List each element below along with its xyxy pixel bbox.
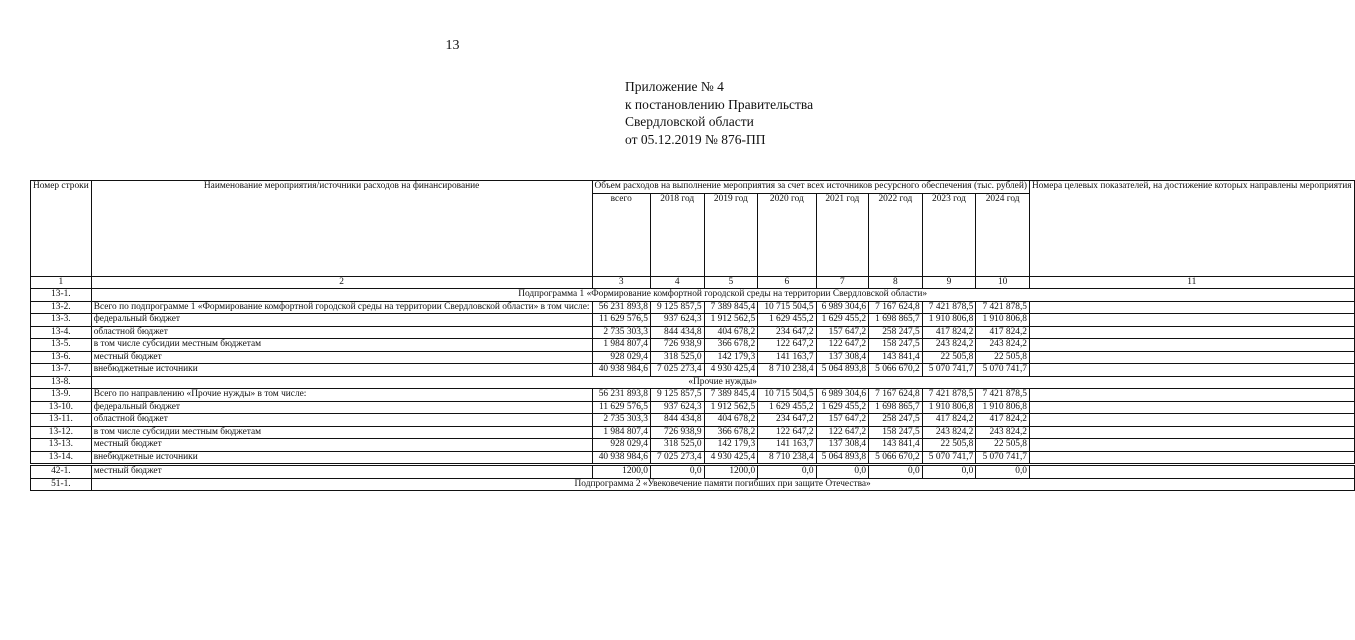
- row-value: 0,0: [976, 465, 1030, 479]
- row-value: 5 064 893,8: [816, 364, 869, 377]
- section-title: «Прочие нужды»: [91, 376, 1354, 389]
- row-value: 7 421 878,5: [922, 301, 976, 314]
- row-value: 6 989 304,6: [816, 301, 869, 314]
- row-number: 13-1.: [31, 289, 92, 302]
- row-value: 1 910 806,8: [976, 401, 1030, 414]
- row-value: 7 167 624,8: [869, 389, 923, 402]
- row-value: 0,0: [650, 465, 704, 479]
- row-number: 13-14.: [31, 451, 92, 465]
- row-targets: [1029, 426, 1354, 439]
- row-number: 42-1.: [31, 465, 92, 479]
- row-value: 243 824,2: [976, 426, 1030, 439]
- row-value: 1 910 806,8: [976, 314, 1030, 327]
- row-value: 404 678,2: [704, 414, 758, 427]
- row-number: 13-6.: [31, 351, 92, 364]
- row-value: 157 647,2: [816, 414, 869, 427]
- row-number: 13-5.: [31, 339, 92, 352]
- table-row: [31, 451, 1355, 465]
- row-targets: [1029, 301, 1354, 314]
- row-value: 243 824,2: [976, 339, 1030, 352]
- row-value: 366 678,2: [704, 426, 758, 439]
- row-value: 937 624,3: [650, 401, 704, 414]
- column-number-row: [31, 276, 1355, 289]
- row-value: 7 421 878,5: [976, 389, 1030, 402]
- row-number: 51-1.: [31, 478, 92, 491]
- row-targets: [1029, 364, 1354, 377]
- row-value: 1200,0: [704, 465, 758, 479]
- row-value: 7 421 878,5: [922, 389, 976, 402]
- row-value: 56 231 893,8: [592, 389, 650, 402]
- row-value: 0,0: [758, 465, 816, 479]
- row-value: 56 231 893,8: [592, 301, 650, 314]
- col-number: 7: [816, 276, 869, 289]
- row-value: 4 930 425,4: [704, 451, 758, 465]
- row-targets: [1029, 414, 1354, 427]
- row-value: 137 308,4: [816, 351, 869, 364]
- col-number: 10: [976, 276, 1030, 289]
- row-value: 7 389 845,4: [704, 301, 758, 314]
- row-value: 5 066 670,2: [869, 364, 923, 377]
- col-number: 4: [650, 276, 704, 289]
- header-volume: Объем расходов на выполнение мероприятия за счет всех источников ресурсного обеспечения (тыс. рублей): [592, 181, 1029, 194]
- row-name: в том числе субсидии местным бюджетам: [91, 339, 592, 352]
- col-number: 9: [922, 276, 976, 289]
- row-value: 243 824,2: [922, 339, 976, 352]
- row-value: 417 824,2: [922, 326, 976, 339]
- table-row: [31, 326, 1355, 339]
- row-value: 6 989 304,6: [816, 389, 869, 402]
- row-value: 22 505,8: [976, 439, 1030, 452]
- row-value: 158 247,5: [869, 339, 923, 352]
- row-value: 258 247,5: [869, 326, 923, 339]
- row-number: 13-12.: [31, 426, 92, 439]
- row-value: 1 629 455,2: [758, 401, 816, 414]
- row-targets: [1029, 439, 1354, 452]
- row-value: 143 841,4: [869, 439, 923, 452]
- row-value: 22 505,8: [922, 351, 976, 364]
- row-value: 137 308,4: [816, 439, 869, 452]
- table-row: [31, 314, 1355, 327]
- row-value: 8 710 238,4: [758, 451, 816, 465]
- row-value: 11 629 576,5: [592, 314, 650, 327]
- row-value: 141 163,7: [758, 351, 816, 364]
- row-value: 1200,0: [592, 465, 650, 479]
- row-value: 40 938 984,6: [592, 364, 650, 377]
- row-name: местный бюджет: [91, 439, 592, 452]
- row-targets: [1029, 326, 1354, 339]
- section-title: Подпрограмма 1 «Формирование комфортной городской среды на территории Свердловской области»: [91, 289, 1354, 302]
- header-row-number: Номер строки: [31, 181, 92, 277]
- row-value: 142 179,3: [704, 351, 758, 364]
- row-value: 1 910 806,8: [922, 314, 976, 327]
- row-name: Всего по подпрограмме 1 «Формирование комфортной городской среды на территории Свердловской области» в том числе:: [91, 301, 592, 314]
- row-number: 13-13.: [31, 439, 92, 452]
- header-year-2024: 2024 год: [976, 193, 1030, 276]
- row-value: 141 163,7: [758, 439, 816, 452]
- row-value: 417 824,2: [922, 414, 976, 427]
- row-value: 5 070 741,7: [976, 451, 1030, 465]
- row-name: областной бюджет: [91, 414, 592, 427]
- row-value: 11 629 576,5: [592, 401, 650, 414]
- col-number: 11: [1029, 276, 1354, 289]
- row-name: в том числе субсидии местным бюджетам: [91, 426, 592, 439]
- row-value: 937 624,3: [650, 314, 704, 327]
- appendix-title: Приложение № 4: [625, 79, 724, 94]
- col-number: 8: [869, 276, 923, 289]
- row-number: 13-7.: [31, 364, 92, 377]
- appendix-header: [625, 78, 813, 148]
- row-number: 13-8.: [31, 376, 92, 389]
- row-value: 7 421 878,5: [976, 301, 1030, 314]
- row-value: 5 064 893,8: [816, 451, 869, 465]
- row-value: 7 025 273,4: [650, 364, 704, 377]
- row-targets: [1029, 389, 1354, 402]
- row-value: 1 629 455,2: [816, 314, 869, 327]
- row-value: 1 984 807,4: [592, 339, 650, 352]
- header-year-2019: 2019 год: [704, 193, 758, 276]
- row-value: 234 647,2: [758, 326, 816, 339]
- row-value: 10 715 504,5: [758, 301, 816, 314]
- row-number: 13-4.: [31, 326, 92, 339]
- row-number: 13-10.: [31, 401, 92, 414]
- header-year-2018: 2018 год: [650, 193, 704, 276]
- section-title: Подпрограмма 2 «Увековечение памяти погибших при защите Отечества»: [91, 478, 1354, 491]
- row-number: 13-2.: [31, 301, 92, 314]
- row-targets: [1029, 314, 1354, 327]
- row-value: 122 647,2: [816, 426, 869, 439]
- table-row: [31, 351, 1355, 364]
- row-value: 2 735 303,3: [592, 414, 650, 427]
- row-value: 1 629 455,2: [816, 401, 869, 414]
- row-value: 22 505,8: [976, 351, 1030, 364]
- row-value: 243 824,2: [922, 426, 976, 439]
- table-row: [31, 301, 1355, 314]
- row-value: 7 167 624,8: [869, 301, 923, 314]
- row-value: 142 179,3: [704, 439, 758, 452]
- row-value: 40 938 984,6: [592, 451, 650, 465]
- row-value: 1 698 865,7: [869, 314, 923, 327]
- table-row: [31, 439, 1355, 452]
- row-targets: [1029, 401, 1354, 414]
- row-value: 417 824,2: [976, 414, 1030, 427]
- row-value: 1 910 806,8: [922, 401, 976, 414]
- row-value: 1 984 807,4: [592, 426, 650, 439]
- table-row: [31, 364, 1355, 377]
- row-value: 404 678,2: [704, 326, 758, 339]
- row-name: областной бюджет: [91, 326, 592, 339]
- row-value: 726 938,9: [650, 339, 704, 352]
- table-row: [31, 414, 1355, 427]
- appendix-region: Свердловской области: [625, 114, 754, 129]
- row-targets: [1029, 351, 1354, 364]
- row-value: 844 434,8: [650, 326, 704, 339]
- row-value: 5 070 741,7: [976, 364, 1030, 377]
- row-value: 158 247,5: [869, 426, 923, 439]
- header-year-2022: 2022 год: [869, 193, 923, 276]
- row-value: 928 029,4: [592, 439, 650, 452]
- row-value: 5 066 670,2: [869, 451, 923, 465]
- row-value: 5 070 741,7: [922, 451, 976, 465]
- row-name: федеральный бюджет: [91, 401, 592, 414]
- col-number: 6: [758, 276, 816, 289]
- row-value: 1 912 562,5: [704, 314, 758, 327]
- table-row: [31, 401, 1355, 414]
- row-value: 8 710 238,4: [758, 364, 816, 377]
- row-value: 1 698 865,7: [869, 401, 923, 414]
- section-row: [31, 289, 1355, 302]
- header-year-2021: 2021 год: [816, 193, 869, 276]
- row-value: 0,0: [816, 465, 869, 479]
- row-value: 0,0: [869, 465, 923, 479]
- appendix-decree: к постановлению Правительства: [625, 96, 814, 112]
- page-number: 13: [445, 38, 460, 53]
- row-value: 318 525,0: [650, 439, 704, 452]
- section-row: [31, 376, 1355, 389]
- appendix-date: от 05.12.2019 № 876-ПП: [625, 131, 766, 147]
- row-value: 417 824,2: [976, 326, 1030, 339]
- row-value: 2 735 303,3: [592, 326, 650, 339]
- table-row: [31, 389, 1355, 402]
- row-number: 13-9.: [31, 389, 92, 402]
- row-name: внебюджетные источники: [91, 364, 592, 377]
- table-row: [31, 426, 1355, 439]
- row-value: 122 647,2: [816, 339, 869, 352]
- row-value: 1 912 562,5: [704, 401, 758, 414]
- row-value: 122 647,2: [758, 339, 816, 352]
- header-total: всего: [592, 193, 650, 276]
- row-value: 4 930 425,4: [704, 364, 758, 377]
- row-value: 143 841,4: [869, 351, 923, 364]
- row-value: 5 070 741,7: [922, 364, 976, 377]
- row-name: федеральный бюджет: [91, 314, 592, 327]
- col-number: 5: [704, 276, 758, 289]
- table-row: [31, 339, 1355, 352]
- row-name: местный бюджет: [91, 351, 592, 364]
- row-name: Всего по направлению «Прочие нужды» в том числе:: [91, 389, 592, 402]
- row-value: 10 715 504,5: [758, 389, 816, 402]
- header-targets: Номера целевых показателей, на достижение которых направлены мероприятия: [1029, 181, 1354, 277]
- row-value: 7 025 273,4: [650, 451, 704, 465]
- row-value: 157 647,2: [816, 326, 869, 339]
- expenditure-table: [30, 180, 1355, 491]
- row-targets: [1029, 339, 1354, 352]
- row-value: 22 505,8: [922, 439, 976, 452]
- row-value: 1 629 455,2: [758, 314, 816, 327]
- row-name: внебюджетные источники: [91, 451, 592, 465]
- section-row: [31, 478, 1355, 491]
- row-targets: [1029, 465, 1354, 479]
- row-value: 258 247,5: [869, 414, 923, 427]
- row-value: 844 434,8: [650, 414, 704, 427]
- col-number: 3: [592, 276, 650, 289]
- row-name: местный бюджет: [91, 465, 592, 479]
- table-row: [31, 465, 1355, 479]
- row-value: 0,0: [922, 465, 976, 479]
- row-targets: [1029, 451, 1354, 465]
- row-value: 234 647,2: [758, 414, 816, 427]
- row-value: 7 389 845,4: [704, 389, 758, 402]
- row-number: 13-11.: [31, 414, 92, 427]
- col-number: 1: [31, 276, 92, 289]
- row-value: 318 525,0: [650, 351, 704, 364]
- row-value: 366 678,2: [704, 339, 758, 352]
- row-number: 13-3.: [31, 314, 92, 327]
- col-number: 2: [91, 276, 592, 289]
- row-value: 726 938,9: [650, 426, 704, 439]
- header-name: Наименование мероприятия/источники расходов на финансирование: [91, 181, 592, 277]
- header-year-2023: 2023 год: [922, 193, 976, 276]
- header-year-2020: 2020 год: [758, 193, 816, 276]
- row-value: 122 647,2: [758, 426, 816, 439]
- row-value: 928 029,4: [592, 351, 650, 364]
- row-value: 9 125 857,5: [650, 301, 704, 314]
- row-value: 9 125 857,5: [650, 389, 704, 402]
